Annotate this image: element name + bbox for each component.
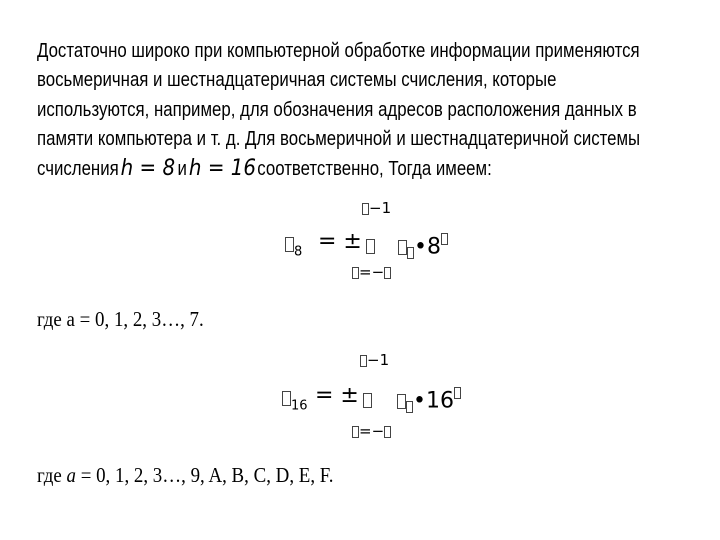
intro-line-4: памяти компьютера и т. д. Для восьмеричной и шестнадцатеричной системы: [37, 127, 641, 151]
formula8-equals-pm: = ±: [318, 229, 362, 254]
note-base-8: где а = 0, 1, 2, 3…, 7.: [37, 307, 204, 331]
formula16-term: [397, 387, 461, 413]
missing-glyph-icon: [360, 355, 367, 367]
intro-line-2: восьмеричная и шестнадцатеричная системы счисления, которые: [37, 68, 557, 92]
formula8-lower-text: =−: [359, 263, 385, 281]
intro-line-5-end: соответственно, Тогда имеем:: [252, 156, 492, 180]
note-base-16: [37, 463, 333, 488]
note16-rest: = 0, 1, 2, 3…, 9, A, B, C, D, E, F.: [75, 463, 334, 487]
missing-glyph-icon: [363, 393, 372, 408]
formula8-dot-base: •8: [414, 234, 441, 260]
math-h-equals-8: h = 8: [120, 155, 176, 181]
conjunction: и: [172, 156, 192, 180]
formula16-lower-limit: [352, 422, 391, 440]
formula16-equals-pm: = ±: [315, 383, 359, 408]
missing-glyph-icon: [282, 391, 291, 406]
missing-glyph-icon: [406, 401, 413, 413]
formula16-dot-base: •16: [413, 388, 454, 414]
formula16-upper-limit: [360, 351, 389, 369]
formula16-lhs: [282, 385, 308, 413]
note16-variable: a: [66, 463, 76, 487]
formula16-sum-placeholder: [363, 387, 372, 412]
missing-glyph-icon: [352, 426, 359, 438]
formula8-subscript: 8: [294, 244, 303, 260]
formula8-upper-text: −1: [369, 199, 392, 217]
note16-prefix: где: [37, 463, 67, 487]
intro-line-3: используются, например, для обозначения адресов расположения данных в: [37, 97, 637, 121]
formula16-upper-text: −1: [367, 351, 390, 369]
intro-line-1: Достаточно широко при компьютерной обработке информации применяются: [37, 39, 640, 62]
math-h-equals-16: h = 16: [188, 155, 256, 181]
missing-glyph-icon: [454, 387, 461, 399]
missing-glyph-icon: [397, 394, 406, 409]
formula16-lower-text: =−: [359, 422, 385, 440]
missing-glyph-icon: [384, 426, 391, 438]
intro-line-5-start: счисления: [37, 156, 124, 180]
formula16-subscript: 16: [291, 398, 308, 414]
